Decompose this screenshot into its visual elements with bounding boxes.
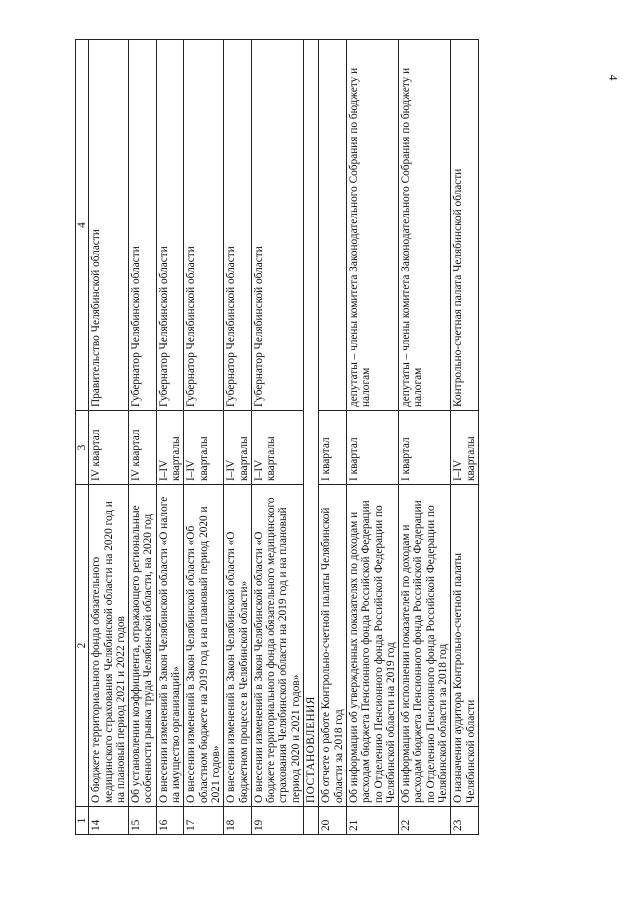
row-responsible: Губернатор Челябинской области (224, 40, 252, 411)
row-title: О внесении изменений в Закон Челябинской области «Об областном бюджете на 2019 год и на плановый период 2020 и 2021 годов» (184, 485, 224, 807)
row-title: О внесении изменений в Закон Челябинской области «О налоге на имущество организаций» (156, 485, 184, 807)
row-period: I квартал (319, 411, 347, 485)
row-title: Об информации об исполнении показателей по доходам и расходам бюджета Пенсионного фонда Российской Федерации по Отделению Пенсионного фонда Российской Федерации по Челябинской области за 2018 год (399, 485, 451, 807)
page-number: 4 (606, 74, 621, 81)
legislative-plan-table (75, 39, 479, 835)
column-header: 2 (76, 485, 89, 807)
row-number: 18 (224, 807, 252, 835)
row-number: 21 (346, 807, 398, 835)
row-period: I квартал (399, 411, 451, 485)
section-heading-row (304, 40, 319, 835)
row-period: I–IV кварталы (251, 411, 303, 485)
column-header: 4 (76, 40, 89, 411)
section-heading-blank (304, 807, 319, 835)
table-row (129, 40, 157, 835)
row-responsible: Губернатор Челябинской области (129, 40, 157, 411)
table-row (224, 40, 252, 835)
row-title: О бюджете территориального фонда обязательного медицинского страхования Челябинской области на 2020 год и на плановый период 2021 и 2022 годов (89, 485, 129, 807)
table-row (319, 40, 347, 835)
row-number: 20 (319, 807, 347, 835)
rotated-page-area (75, 40, 608, 835)
column-header: 1 (76, 807, 89, 835)
section-heading: ПОСТАНОВЛЕНИЯ (304, 40, 319, 807)
row-responsible: Контрольно-счетная палата Челябинской области (451, 40, 479, 411)
row-period: I квартал (346, 411, 398, 485)
row-title: Об установлении коэффициента, отражающего региональные особенности рынка труда Челябинской области, на 2020 год (129, 485, 157, 807)
row-title: О внесении изменений в Закон Челябинской области «О бюджетном процессе в Челябинской области» (224, 485, 252, 807)
table-row (156, 40, 184, 835)
row-period: I–IV кварталы (184, 411, 224, 485)
row-period: I–IV кварталы (156, 411, 184, 485)
landscape-table-wrapper (75, 40, 608, 835)
row-responsible: Губернатор Челябинской области (251, 40, 303, 411)
row-responsible: депутаты – члены комитета Законодательного Собрания по бюджету и налогам (399, 40, 451, 411)
row-responsible: депутаты – члены комитета Законодательного Собрания по бюджету и налогам (346, 40, 398, 411)
row-period: IV квартал (129, 411, 157, 485)
row-period: I–IV кварталы (224, 411, 252, 485)
row-responsible: Губернатор Челябинской области (184, 40, 224, 411)
row-responsible (319, 40, 347, 411)
row-responsible: Правительство Челябинской области (89, 40, 129, 411)
row-number: 22 (399, 807, 451, 835)
table-row (451, 40, 479, 835)
table-row (89, 40, 129, 835)
row-number: 14 (89, 807, 129, 835)
row-number: 15 (129, 807, 157, 835)
row-number: 17 (184, 807, 224, 835)
table-header-row (76, 40, 89, 835)
table-row (251, 40, 303, 835)
row-period: IV квартал (89, 411, 129, 485)
row-title: О назначении аудитора Контрольно-счетной палаты Челябинской области (451, 485, 479, 807)
row-title: О внесении изменений в Закон Челябинской области «О бюджете территориального фонда обязательного медицинского страхования Челябинской области на 2019 год и на плановый период 2020 и 2021 годов» (251, 485, 303, 807)
table-row (184, 40, 224, 835)
table-row (399, 40, 451, 835)
row-title: Об информации об утвержденных показателях по доходам и расходам бюджета Пенсионного фонда Российской Федерации по Отделению Пенсионного фонда Российской Федерации по Челябинской области на 2019 год (346, 485, 398, 807)
row-number: 23 (451, 807, 479, 835)
column-header: 3 (76, 411, 89, 485)
row-number: 16 (156, 807, 184, 835)
table-row (346, 40, 398, 835)
row-number: 19 (251, 807, 303, 835)
row-period: I–IV кварталы (451, 411, 479, 485)
row-title: Об отчете о работе Контрольно-счетной палаты Челябинской области за 2018 год (319, 485, 347, 807)
row-responsible: Губернатор Челябинской области (156, 40, 184, 411)
